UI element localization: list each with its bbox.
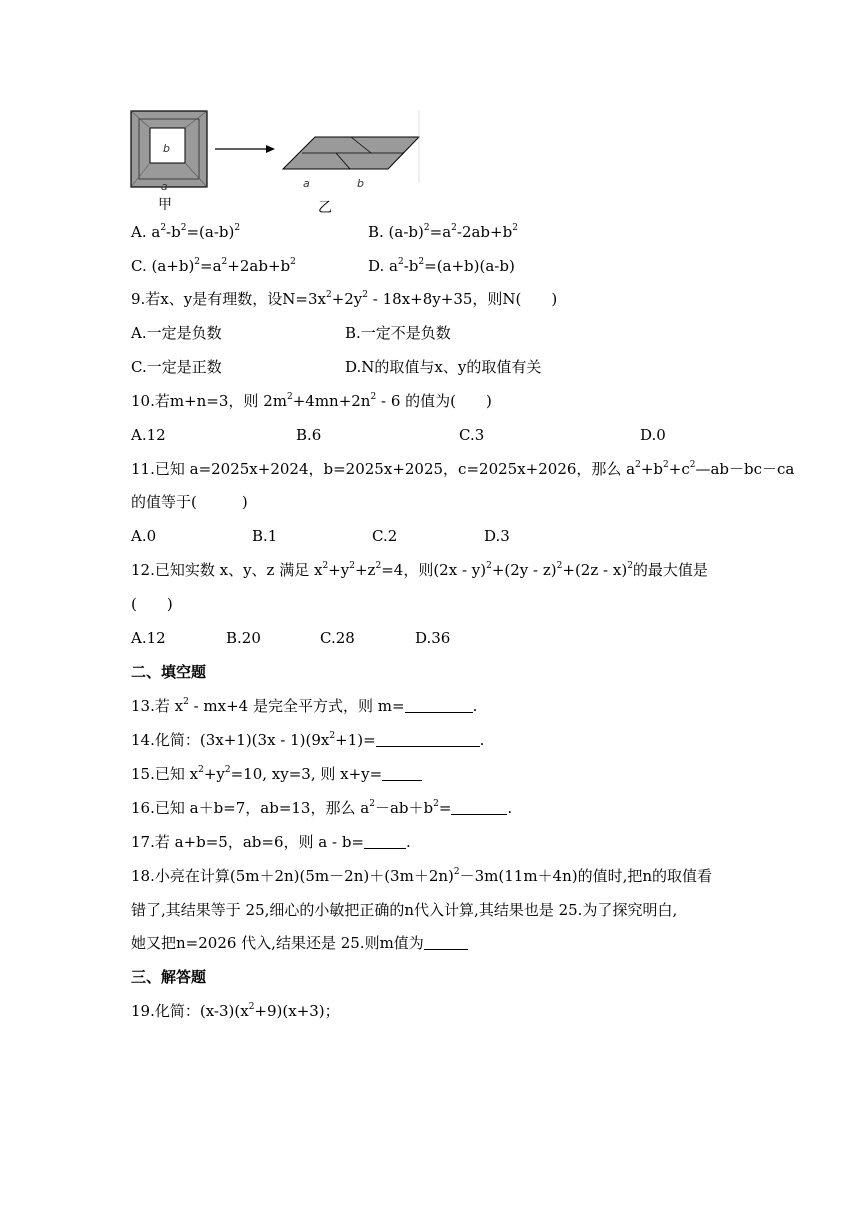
q12-option-b: B.20 xyxy=(226,629,261,647)
arrow-icon xyxy=(215,145,275,153)
q12-option-c: C.28 xyxy=(320,629,355,647)
parallelogram-figure xyxy=(283,110,419,183)
q10-option-a: A.12 xyxy=(131,426,166,444)
q9-option-a: A.一定是负数 xyxy=(131,324,222,342)
q18-answer-blank[interactable] xyxy=(424,935,468,950)
caption-jia: 甲 xyxy=(158,197,172,213)
q9-option-d: D.N的取值与x、y的取值有关 xyxy=(345,358,542,376)
q12-option-d: D.36 xyxy=(415,629,451,647)
q12-option-a: A.12 xyxy=(131,629,166,647)
q11-option-c: C.2 xyxy=(372,527,398,545)
q19: 19.化简：$(x-3)(x^2+9)(x+3)$； xyxy=(131,1002,340,1020)
section-solution-heading: 三、解答题 xyxy=(131,968,207,986)
q11-option-d: D.3 xyxy=(484,527,510,545)
q18-line3: 她又把n=2026 代入,结果还是 25.则m值为 xyxy=(131,933,468,953)
q17: 17.若 a+b=5，ab=6，则 a - b= . xyxy=(131,833,411,851)
q9-option-c: C.一定是正数 xyxy=(131,358,222,376)
label-b-right: b xyxy=(357,177,364,190)
label-b: b xyxy=(163,142,170,155)
q9-stem: 9.若x、y是有理数，设$N=3x^2+2y^2 - 18x+8y+35$，则N( ) xyxy=(131,290,558,308)
q15-answer-blank[interactable] xyxy=(382,766,422,781)
q14: 14.化简：$(3x+1)(3x - 1)(9x^2+1)=$ . xyxy=(131,731,485,749)
caption-yi: 乙 xyxy=(318,200,332,216)
q8-option-a: A. $a^2-b^2=(a-b)^2$ xyxy=(131,223,241,241)
q15: 15.已知 $x^2+y^2=10$, xy=3, 则 x+y= xyxy=(131,764,422,784)
q14-answer-blank[interactable] xyxy=(376,732,480,747)
q10-option-d: D.0 xyxy=(640,426,666,444)
q12-stem: 12.已知实数 x、y、z 满足 $x^2+y^2+z^2=4$，则(2x - y)$^2$+(2y - z)$^2$+(2z - x)$^2$的最大值是 xyxy=(131,561,708,579)
q8-option-c: C. $(a+b)^2=a^2+2ab+b^2$ xyxy=(131,257,296,275)
q8-option-b: B. $(a-b)^2=a^2-2ab+b^2$ xyxy=(368,223,518,241)
q11-option-b: B.1 xyxy=(252,527,278,545)
q11-stem-line2: 的值等于( ) xyxy=(131,493,248,511)
q11-option-a: A.0 xyxy=(131,527,157,545)
q12-stem-line2: ( ) xyxy=(131,595,173,613)
q16: 16.已知 a＋b=7，ab=13，那么 $a^2-ab+b^2=$ . xyxy=(131,799,513,817)
section-fill-in-heading: 二、填空题 xyxy=(131,663,207,681)
q10-option-c: C.3 xyxy=(459,426,485,444)
q17-answer-blank[interactable] xyxy=(364,834,406,849)
q13: 13.若 $x^2 - mx+4$ 是完全平方式，则 m= . xyxy=(131,697,478,715)
q10-stem: 10.若m+n=3，则 $2m^2+4mn+2n^2 - 6$ 的值为( ) xyxy=(131,392,492,410)
q18-line1: 18.小亮在计算$(5m+2n)(5m-2n)+(3m+2n)^2-3m(11m+4n)$的值时,把n的取值看 xyxy=(131,867,713,885)
q18-line2: 错了,其结果等于 25,细心的小敏把正确的n代入计算,其结果也是 25.为了探究明白, xyxy=(131,901,678,919)
label-a: a xyxy=(161,180,168,193)
q8-option-d: D. $a^2-b^2=(a+b)(a-b)$ xyxy=(368,257,515,275)
label-a-right: a xyxy=(303,177,310,190)
q13-answer-blank[interactable] xyxy=(405,698,473,713)
q11-stem: 11.已知 a=2025x+2024，b=2025x+2025，c=2025x+2026，那么 $a^2+b^2+c^2—ab-bc-ca$ xyxy=(131,460,795,478)
q10-option-b: B.6 xyxy=(296,426,322,444)
q9-option-b: B.一定不是负数 xyxy=(345,324,451,342)
q16-answer-blank[interactable] xyxy=(451,800,507,815)
